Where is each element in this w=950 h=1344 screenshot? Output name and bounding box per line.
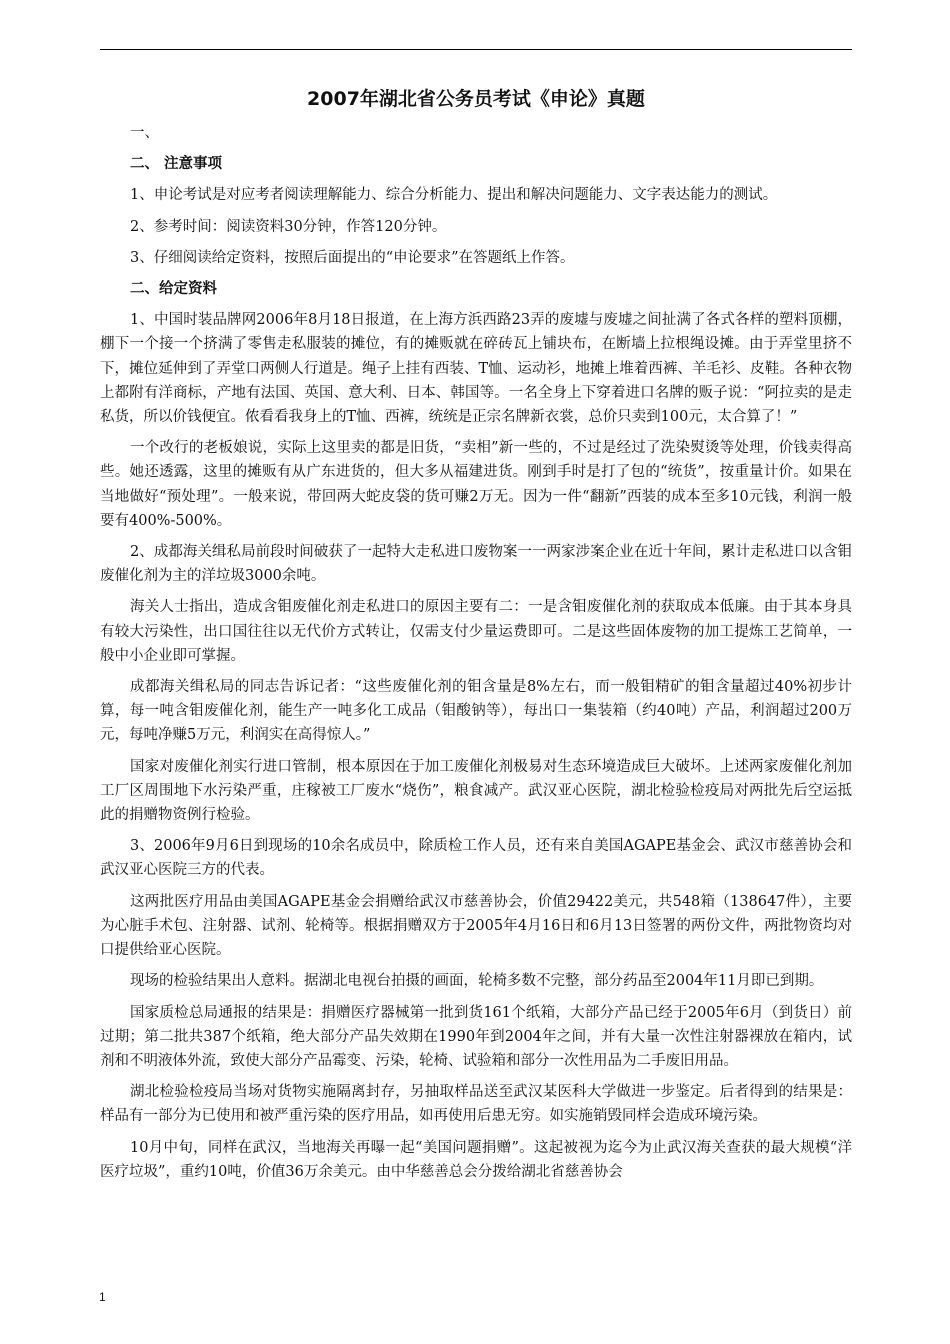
- paragraph: 一个改行的老板娘说，实际上这里卖的都是旧货，“卖相”新一些的，不过是经过了洗染熨烫等处理，价钱卖得高些。她还透露，这里的摊贩有从广东进货的，但大多从福建进货。刚到手时是打了包的“统货”，按重量计价。如果在当地做好“预处理”。一般来说，带回两大蛇皮袋的货可赚2万无。因为一件“翻新”西装的成本至多10元钱，利润一般要有400%-500%。: [100, 440, 852, 529]
- paragraph: 成都海关缉私局的同志告诉记者：“这些废催化剂的钼含量是8%左右，而一般钼精矿的钼含量超过40%初步计算，每一吨含钼废催化剂，能生产一吨多化工成品（钼酸钠等），每出口一集装箱（约40吨）产品，利润超过200万元，每吨净赚5万元，利润实在高得惊人。”: [100, 679, 852, 744]
- page-number: 1: [99, 1290, 106, 1304]
- section-heading: 二、给定资料: [130, 281, 217, 298]
- paragraph: 1、中国时装品牌网2006年8月18日报道，在上海方浜西路23弄的废墟与废墟之间扯满了各式各样的塑料顶棚，棚下一个接一个挤满了零售走私服装的摊位，有的摊贩就在碎砖瓦上铺块布，在断墙上拉根绳设摊。由于弄堂里挤不下，摊位延伸到了弄堂口两侧人行道是。绳子上挂有西装、T恤、运动衫，地摊上堆着西裤、羊毛衫、皮鞋。各种衣物上都附有洋商标，产地有法国、英国、意大利、日本、韩国等。一名全身上下穿着进口名牌的贩子说：“阿拉卖的是走私货，所以价钱便宜。侬看看我身上的T恤、西裤，统统是正宗名牌新衣裳，总价只卖到100元，太合算了！”: [100, 312, 852, 426]
- document-body: [100, 121, 852, 1184]
- header-rule: [100, 49, 852, 50]
- paragraph: 1、申论考试是对应考者阅读理解能力、综合分析能力、提出和解决问题能力、文字表达能力的测试。: [130, 187, 778, 204]
- paragraph: 3、仔细阅读给定资料，按照后面提出的“申论要求”在答题纸上作答。: [130, 249, 575, 266]
- paragraph: 3、2006年9月6日到现场的10余名成员中，除质检工作人员，还有来自美国AGAPE基金会、武汉市慈善协会和武汉亚心医院三方的代表。: [100, 838, 852, 879]
- paragraph: 10月中旬，同样在武汉，当地海关再曝一起“美国问题捐赠”。这起被视为迄今为止武汉海关查获的最大规模“洋医疗垃圾”，重约10吨，价值36万余美元。由中华慈善总会分拨给湖北省慈善协会: [100, 1139, 852, 1180]
- paragraph: 2、成都海关缉私局前段时间破获了一起特大走私进口废物案一一两家涉案企业在近十年间，累计走私进口以含钼废催化剂为主的洋垃圾3000余吨。: [100, 544, 852, 585]
- paragraph: 2、参考时间：阅读资料30分钟，作答120分钟。: [130, 218, 447, 235]
- paragraph: 海关人士指出，造成含钼废催化剂走私进口的原因主要有二：一是含钼废催化剂的获取成本低廉。由于其本身具有较大污染性，出口国往往以无代价方式转让，仅需支付少量运费即可。二是这些固体废物的加工提炼工艺简单，一般中小企业即可掌握。: [100, 599, 852, 664]
- document-title: 2007年湖北省公务员考试《申论》真题: [307, 88, 645, 110]
- paragraph: 湖北检验检疫局当场对货物实施隔离封存，另抽取样品送至武汉某医科大学做进一步鉴定。后者得到的结果是：样品有一部分为已使用和被严重污染的医疗用品，如再使用后患无穷。如实施销毁同样会造成环境污染。: [100, 1084, 852, 1125]
- paragraph: 现场的检验结果出人意料。据湖北电视台拍摄的画面，轮椅多数不完整，部分药品至2004年11月即已到期。: [130, 973, 824, 990]
- paragraph: 国家对废催化剂实行进口管制，根本原因在于加工废催化剂极易对生态环境造成巨大破坏。上述两家废催化剂加工厂区周围地下水污染严重，庄稼被工厂废水“烧伤”，粮食减产。武汉亚心医院，湖北检验检疫局对两批先后空运抵此的捐赠物资例行检验。: [100, 758, 852, 824]
- paragraph: 这两批医疗用品由美国AGAPE基金会捐赠给武汉市慈善协会，价值29422美元，共548箱（138647件），主要为心脏手术包、注射器、试剂、轮椅等。根据捐赠双方于2005年4月16日和6月13日签署的两份文件，两批物资均对口提供给亚心医院。: [100, 893, 852, 959]
- paragraph: 国家质检总局通报的结果是：捐赠医疗器械第一批到货161个纸箱，大部分产品已经于2005年6月（到货日）前过期；第二批共387个纸箱，绝大部分产品失效期在1990年到2004年之间，并有大量一次性注射器裸放在箱内，试剂和不明液体外流，致使大部分产品霉变、污染，轮椅、试验箱和部分一次性用品为二手废旧用品。: [100, 1004, 852, 1069]
- section-heading: 一、: [130, 125, 159, 141]
- section-heading: 二、 注意事项: [130, 156, 223, 173]
